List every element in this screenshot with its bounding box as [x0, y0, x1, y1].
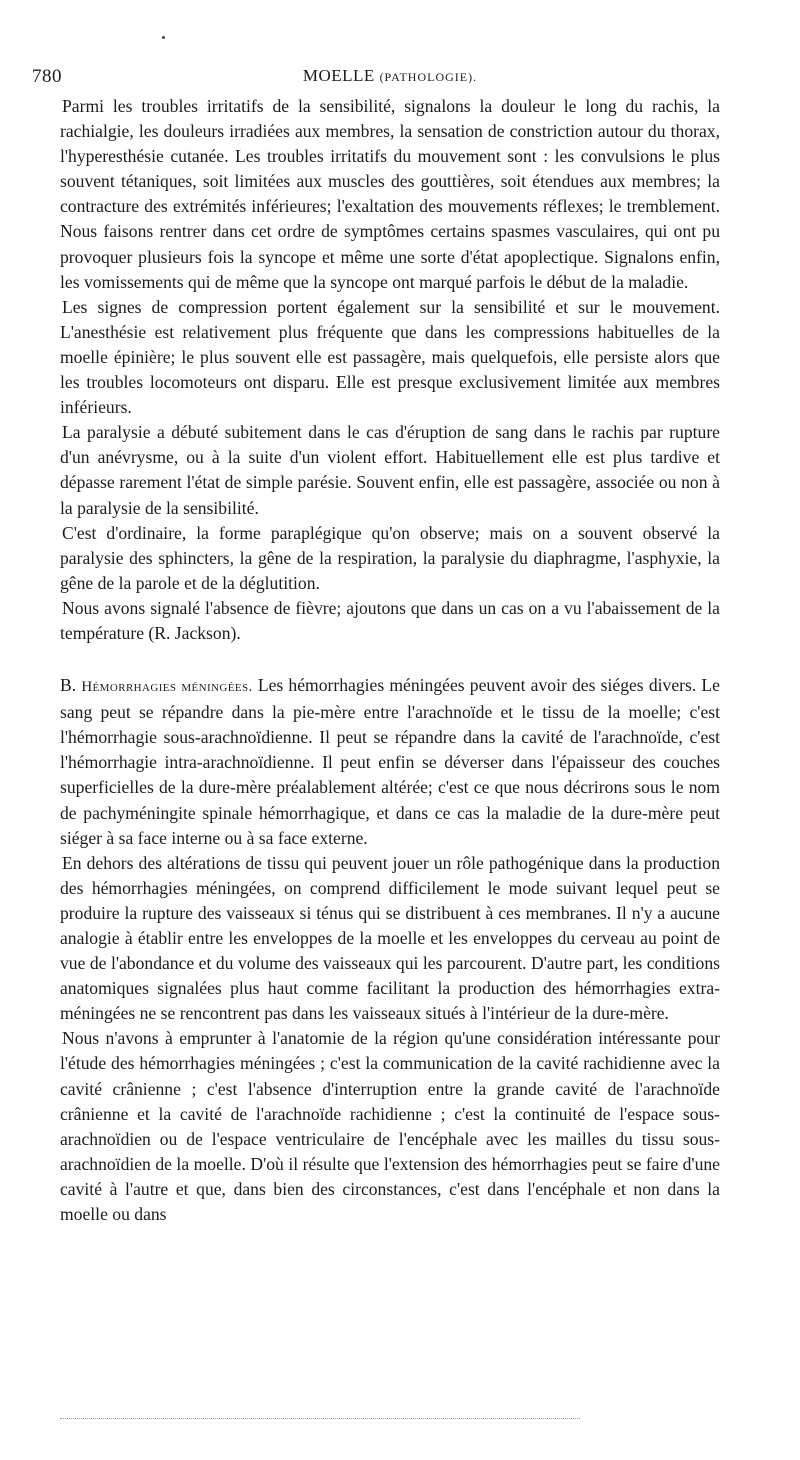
- footer-dotted-rule: [60, 1418, 580, 1419]
- paragraph: Les signes de compression portent également sur la sensibilité et sur le mouvement. L'anesthésie est relativement plus fréquente que dans les compressions habituelles de la moelle épinière; le plus souvent elle est passagère, mais quelquefois, elle persiste alors que les troubles locomoteurs ont disparu. Elle est presque exclusivement limitée aux membres inférieurs.: [60, 296, 720, 418]
- stray-ink-mark: [162, 36, 165, 39]
- section-first-paragraph: [60, 673, 720, 851]
- paragraph: Parmi les troubles irritatifs de la sensibilité, signalons la douleur le long du rachis, la rachialgie, les douleurs irradiées aux membres, la sensation de constriction autour du thorax, l'hyperesthésie cutanée. Les troubles irritatifs du mouvement sont : les convulsions le plus souvent tétaniques, soit limitées aux muscles des gouttières, soit étendues aux membres; la contracture des extrémités inférieures; l'exaltation des mouvements réflexes; le tremblement. Nous faisons rentrer dans cet ordre de symptômes certains spasmes vasculaires, qui ont pu provoquer plusieurs fois la syncope et même une sorte d'état apoplectique. Signalons enfin, les vomissements qui de même que la syncope ont marqué parfois le début de la maladie.: [60, 96, 720, 292]
- body-text-top: [60, 94, 720, 646]
- page-number: 780: [32, 66, 62, 87]
- running-title: MOELLE: [302, 66, 375, 85]
- section-title: Hémorrhagies méningées.: [81, 679, 253, 696]
- running-head: [60, 66, 720, 86]
- section-spacer: [60, 646, 720, 673]
- document-page: [32, 60, 720, 1227]
- paragraph: C'est d'ordinaire, la forme paraplégique qu'on observe; mais on a souvent observé la paralysie des sphincters, la gêne de la respiration, la paralysie du diaphragme, l'asphyxie, la gêne de la parole et de la déglutition.: [60, 522, 720, 593]
- section-hemorrhagies: [60, 673, 720, 1227]
- paragraph: Nous avons signalé l'absence de fièvre; ajoutons que dans un cas on a vu l'abaissement de la température (R. Jackson).: [60, 597, 720, 643]
- section-letter: B.: [60, 675, 77, 696]
- paragraph: Nous n'avons à emprunter à l'anatomie de la région qu'une considération intéressante pour l'étude des hémorrhagies méningées ; c'est la communication de la cavité rachidienne avec la cavité crânienne ; c'est l'absence d'interruption entre la grande cavité de l'arachnoïde crânienne et la cavité de l'arachnoïde rachidienne ; c'est la continuité de l'espace sous-arachnoïdien ou de l'espace ventriculaire de l'encéphale avec les mailles du tissu sous-arachnoïdien de la moelle. D'où il résulte que l'extension des hémorrhagies peut se faire d'une cavité à l'autre et que, dans bien des circonstances, c'est dans l'encéphale et non dans la moelle ou dans: [60, 1028, 720, 1225]
- paragraph: En dehors des altérations de tissu qui peuvent jouer un rôle pathogénique dans la production des hémorrhagies méningées, on comprend difficilement le mode suivant lequel peut se produire la rupture des vaisseaux si ténus qui se distribuent à ces membranes. Il n'y a aucune analogie à établir entre les enveloppes de la moelle et les enveloppes du cerveau au point de vue de l'abondance et du volume des vaisseaux qui les parcourent. D'autre part, les conditions anatomiques signalées plus haut comme facilitant la production des hémorrhagies extra-méningées ne se rencontrent pas dans les vaisseaux situés à l'intérieur de la dure-mère.: [60, 852, 720, 1024]
- page-header: [32, 60, 720, 94]
- paragraph: La paralysie a débuté subitement dans le cas d'éruption de sang dans le rachis par rupture d'un anévrysme, ou à la suite d'un violent effort. Habituellement elle est plus tardive et dépasse rarement l'état de simple parésie. Souvent enfin, elle est passagère, associée ou non à la paralysie de la sensibilité.: [60, 422, 720, 518]
- running-subtitle: (PATHOLOGIE).: [379, 70, 478, 84]
- section-body: Les hémorrhagies méningées peuvent avoir des siéges divers. Le sang peut se répandre dans la pie-mère entre l'arachnoïde et le tissu de la moelle; c'est l'hémorrhagie sous-arachnoïdienne. Il peut se répandre dans la cavité de l'arachnoïde, c'est l'hémorrhagie intra-arachnoïdienne. Il peut enfin se déverser dans l'épaisseur des couches superficielles de la dure-mère préalablement altérée; c'est ce que nous décrirons sous le nom de pachyméningite spinale hémorrhagique, et dans ce cas la maladie de la dure-mère peut siéger à sa face interne ou à sa face externe.: [60, 675, 720, 848]
